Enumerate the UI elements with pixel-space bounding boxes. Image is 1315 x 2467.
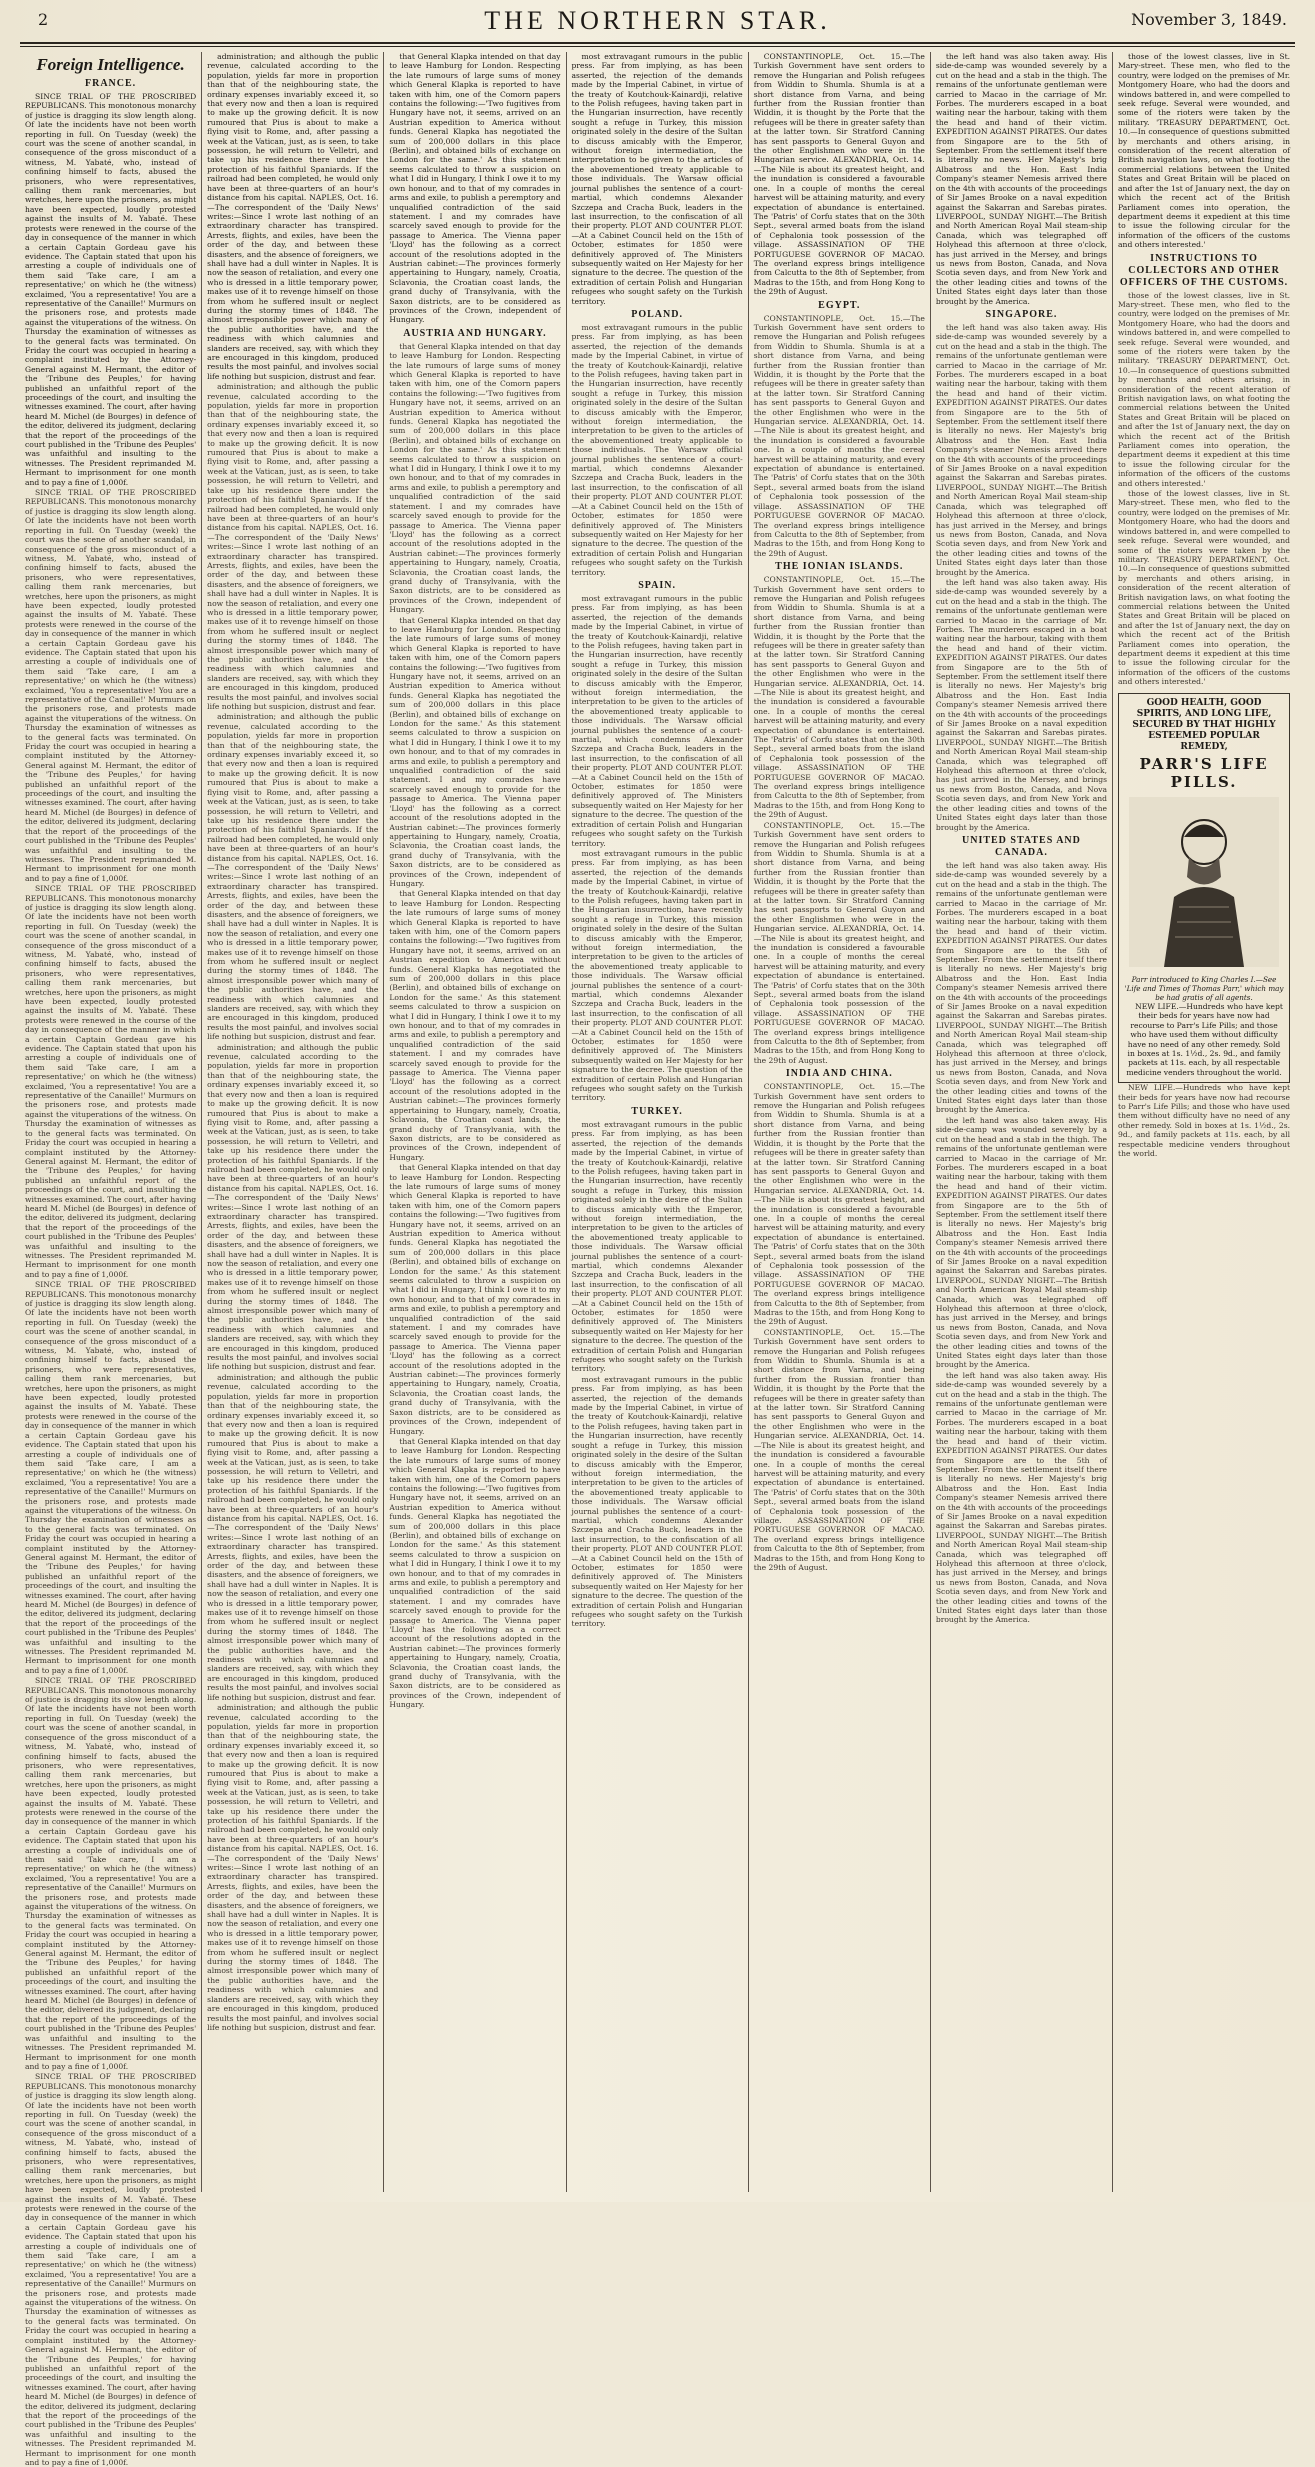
article-text-continued: administration; and although the public revenue, calculated according to the population, yields far more in proportion than that of the neighbouring state, the ordinary expenses invariably exceed it, so that every now and then a loan is required to make up the growing deficit. It is now rumoured that Pius is about to make a flying visit to Rome, and, after passing a week at the Vatican, just, as is seen, to take possession, he will return to Velletri, and take up his residence there under the protection of his faithful Spaniards. If the railroad had been completed, he would only have been at three-quarters of an hour's distance from his capital. NAPLES, Oct. 16.—The correspondent of the 'Daily News' writes:—Since I wrote last nothing of an extraordinary character has transpired. Arrests, flights, and exiles, have been the order of the day, and between these disasters, and the absence of foreigners, we shall have had a dull winter in Naples. It is now the season of retaliation, and every one who is dressed in a little temporary power, makes use of it to revenge himself on those from whom he suffered insult or neglect during the stormy times of 1848. The almost irresponsible power which many of the public authorities have, and the readiness with which calumnies and slanders are received, say, with which they are encouraged in this kingdom, produced results the most painful, and involves social life nothing but suspicion, distrust and fear.	[207, 1703, 379, 2032]
column-4	[567, 52, 749, 2192]
subheading-poland: POLAND.	[631, 308, 683, 320]
subheading-united-states: UNITED STATES AND CANADA.	[962, 834, 1081, 858]
article-text-continued: SINCE TRIAL OF THE PROSCRIBED REPUBLICANS. This monotonous monarchy of justice is dragging its slow length along. Of late the incidents have not been worth reporting in full. On Tuesday (week) the court was the scene of another scandal, in consequence of the gross misconduct of a witness, M. Yabaté, who, instead of confining himself to facts, abused the prisoners, who were representatives, calling them rank mercenaries, but wretches, here upon the prisoners, as might have been expected, loudly protested against the insults of M. Yabaté. These protests were renewed in the course of the day in consequence of the manner in which a certain Captain Gordeau gave his evidence. The Captain stated that upon his arresting a couple of individuals one of them said 'Take care, I am a representative;' on which he (the witness) exclaimed, 'You a representative! You are a representative of the Canaille!' Murmurs on the prisoners rose, and protests made against the vituperations of the witness. On Thursday the examination of witnesses as to the general facts was terminated. On Friday the court was occupied in hearing a complaint instituted by the Attorney-General against M. Hermant, the editor of the 'Tribune des Peuples,' for having published an unfaithful report of the proceedings of the court, and insulting the witnesses examined. The court, after having heard M. Michel (de Bourges) in defence of the editor, delivered its judgment, declaring that the report of the proceedings of the court published in the 'Tribune des Peuples' was unfaithful and insulting to the witnesses. The President reprimanded M. Hermant to imprisonment for one month and to pay a fine of 1,000f.	[25, 884, 197, 1279]
column-1	[20, 52, 202, 2467]
subheading-customs: INSTRUCTIONS TO COLLECTORS AND OTHER OFFICERS OF THE CUSTOMS.	[1119, 252, 1289, 288]
column-5	[749, 52, 931, 2192]
advert-caption: Parr introduced to King Charles I.—See 'Life and Times of Thomas Parr,' which may be had gratis of all agents.	[1124, 975, 1284, 1002]
issue-date: November 3, 1849.	[1131, 10, 1287, 29]
article-text-continued: SINCE TRIAL OF THE PROSCRIBED REPUBLICANS. This monotonous monarchy of justice is dragging its slow length along. Of late the incidents have not been worth reporting in full. On Tuesday (week) the court was the scene of another scandal, in consequence of the gross misconduct of a witness, M. Yabaté, who, instead of confining himself to facts, abused the prisoners, who were representatives, calling them rank mercenaries, but wretches, here upon the prisoners, as might have been expected, loudly protested against the insults of M. Yabaté. These protests were renewed in the course of the day in consequence of the manner in which a certain Captain Gordeau gave his evidence. The Captain stated that upon his arresting a couple of individuals one of them said 'Take care, I am a representative;' on which he (the witness) exclaimed, 'You a representative! You are a representative of the Canaille!' Murmurs on the prisoners rose, and protests made against the vituperations of the witness. On Thursday the examination of witnesses as to the general facts was terminated. On Friday the court was occupied in hearing a complaint instituted by the Attorney-General against M. Hermant, the editor of the 'Tribune des Peuples,' for having published an unfaithful report of the proceedings of the court, and insulting the witnesses examined. The court, after having heard M. Michel (de Bourges) in defence of the editor, delivered its judgment, declaring that the report of the proceedings of the court published in the 'Tribune des Peuples' was unfaithful and insulting to the witnesses. The President reprimanded M. Hermant to imprisonment for one month and to pay a fine of 1,000f.	[25, 2072, 197, 2467]
article-text-continued: that General Klapka intended on that day to leave Hamburg for London. Respecting the late rumours of large sums of money which General Klapka is reported to have taken with him, one of the Comorn papers contains the following:—'Two fugitives from Hungary have not, it seems, arrived on an Austrian expedition to America without funds. General Klapka has negotiated the sum of 200,000 dollars in this place (Berlin), and obtained bills of exchange on London for the same.' As this statement seems calculated to throw a suspicion on what I did in Hungary, I think I owe it to my own honour, and to that of my comrades in arms and exile, to publish a peremptory and unqualified contradiction of the said statement. I and my comrades have scarcely saved enough to provide for the passage to America. The Vienna paper 'Lloyd' has the following as a correct account of the resolutions adopted in the Austrian cabinet:—The provinces formerly appertaining to Hungary, namely, Croatia, Sclavonia, the Croatian coast lands, the grand duchy of Transylvania, with the Saxon districts, are to be considered as provinces of the Crown, independent of Hungary.	[389, 889, 561, 1162]
column-7	[1113, 52, 1295, 2192]
article-text-continued: CONSTANTINOPLE, Oct. 15.—The Turkish Government have sent orders to remove the Hungarian and Polish refugees from Widdin to Shumla. Shumla is at a short distance from Varna, and being further from the Russian frontier than Widdin, it is thought by the Porte that the refugees will be there in greater safety than at the latter town. Sir Stratford Canning has sent passports to General Guyon and the other Englishmen who were in the Hungarian service. ALEXANDRIA, Oct. 14.—The Nile is about its greatest height, and the inundation is considered a favourable one. In a couple of months the cereal harvest will be attaining maturity, and every expectation of abundance is entertained. The 'Patris' of Corfu states that on the 30th Sept., several armed boats from the island of Cephalonia took possession of the village. ASSASSINATION OF THE PORTUGUESE GOVERNOR OF MACAO. The overland express brings intelligence from Calcutta to the 8th of September, from Madras to the 15th, and from Hong Kong to the 29th of August.	[753, 1082, 925, 1327]
column-6	[931, 52, 1113, 2192]
subheading-india-china: INDIA AND CHINA.	[785, 1068, 893, 1080]
article-text-continued: that General Klapka intended on that day to leave Hamburg for London. Respecting the late rumours of large sums of money which General Klapka is reported to have taken with him, one of the Comorn papers contains the following:—'Two fugitives from Hungary have not, it seems, arrived on an Austrian expedition to America without funds. General Klapka has negotiated the sum of 200,000 dollars in this place (Berlin), and obtained bills of exchange on London for the same.' As this statement seems calculated to throw a suspicion on what I did in Hungary, I think I owe it to my own honour, and to that of my comrades in arms and exile, to publish a peremptory and unqualified contradiction of the said statement. I and my comrades have scarcely saved enough to provide for the passage to America. The Vienna paper 'Lloyd' has the following as a correct account of the resolutions adopted in the Austrian cabinet:—The provinces formerly appertaining to Hungary, namely, Croatia, Sclavonia, the Croatian coast lands, the grand duchy of Transylvania, with the Saxon districts, are to be considered as provinces of the Crown, independent of Hungary.	[389, 1436, 561, 1710]
article-text-continued: the left hand was also taken away. His side-de-camp was wounded severely by a cut on the head and a stab in the thigh. The remains of the unfortunate gentleman were carried to Macao in the carriage of Mr. Forbes. The murderers escaped in a boat waiting near the harbour, taking with them the head and hand of their victim. EXPEDITION AGAINST PIRATES. Our dates from Singapore are to the 5th of September. From the settlement itself there is literally no news. Her Majesty's brig Albatross and the Hon. East India Company's steamer Nemesis arrived there on the 4th with accounts of the proceedings of Sir James Brooke on a naval expedition against the Sakarran and Sarebas pirates. LIVERPOOL, SUNDAY NIGHT.—The British and North American Royal Mail steam-ship Canada, which was telegraphed off Holyhead this afternoon at three o'clock, has just arrived in the Mersey, and brings us news from Boston, Canada, and Nova Scotia seven days, and from New York and the other leading cities and towns of the United States eight days later than those brought by the America.	[935, 322, 1108, 577]
column-grid	[20, 52, 1295, 2467]
article-text-continued: CONSTANTINOPLE, Oct. 15.—The Turkish Government have sent orders to remove the Hungarian and Polish refugees from Widdin to Shumla. Shumla is at a short distance from Varna, and being further from the Russian frontier than Widdin, it is thought by the Porte that the refugees will be there in greater safety than at the latter town. Sir Stratford Canning has sent passports to General Guyon and the other Englishmen who were in the Hungarian service. ALEXANDRIA, Oct. 14.—The Nile is about its greatest height, and the inundation is considered a favourable one. In a couple of months the cereal harvest will be attaining maturity, and every expectation of abundance is entertained. The 'Patris' of Corfu states that on the 30th Sept., several armed boats from the island of Cephalonia took possession of the village. ASSASSINATION OF THE PORTUGUESE GOVERNOR OF MACAO. The overland express brings intelligence from Calcutta to the 8th of September, from Madras to the 15th, and from Hong Kong to the 29th of August.	[753, 575, 925, 820]
article-text-continued: the left hand was also taken away. His side-de-camp was wounded severely by a cut on the head and a stab in the thigh. The remains of the unfortunate gentleman were carried to Macao in the carriage of Mr. Forbes. The murderers escaped in a boat waiting near the harbour, taking with them the head and hand of their victim. EXPEDITION AGAINST PIRATES. Our dates from Singapore are to the 5th of September. From the settlement itself there is literally no news. Her Majesty's brig Albatross and the Hon. East India Company's steamer Nemesis arrived there on the 4th with accounts of the proceedings of Sir James Brooke on a naval expedition against the Sakarran and Sarebas pirates. LIVERPOOL, SUNDAY NIGHT.—The British and North American Royal Mail steam-ship Canada, which was telegraphed off Holyhead this afternoon at three o'clock, has just arrived in the Mersey, and brings us news from Boston, Canada, and Nova Scotia seven days, and from New York and the other leading cities and towns of the United States eight days later than those brought by the America.	[935, 1370, 1108, 1625]
article-text-continued: SINCE TRIAL OF THE PROSCRIBED REPUBLICANS. This monotonous monarchy of justice is dragging its slow length along. Of late the incidents have not been worth reporting in full. On Tuesday (week) the court was the scene of another scandal, in consequence of the gross misconduct of a witness, M. Yabaté, who, instead of confining himself to facts, abused the prisoners, who were representatives, calling them rank mercenaries, but wretches, here upon the prisoners, as might have been expected, loudly protested against the insults of M. Yabaté. These protests were renewed in the course of the day in consequence of the manner in which a certain Captain Gordeau gave his evidence. The Captain stated that upon his arresting a couple of individuals one of them said 'Take care, I am a representative;' on which he (the witness) exclaimed, 'You a representative! You are a representative of the Canaille!' Murmurs on the prisoners rose, and protests made against the vituperations of the witness. On Thursday the examination of witnesses as to the general facts was terminated. On Friday the court was occupied in hearing a complaint instituted by the Attorney-General against M. Hermant, the editor of the 'Tribune des Peuples,' for having published an unfaithful report of the proceedings of the court, and insulting the witnesses examined. The court, after having heard M. Michel (de Bourges) in defence of the editor, delivered its judgment, declaring that the report of the proceedings of the court published in the 'Tribune des Peuples' was unfaithful and insulting to the witnesses. The President reprimanded M. Hermant to imprisonment for one month and to pay a fine of 1,000f.	[25, 1676, 197, 2071]
page-number: 2	[38, 10, 49, 29]
subheading-egypt: EGYPT.	[818, 299, 861, 311]
column-2	[202, 52, 384, 2192]
advertisement-parrs-pills	[1118, 693, 1290, 1084]
portrait-engraving-icon	[1129, 797, 1279, 967]
subheading-spain: SPAIN.	[638, 579, 676, 591]
article-text: the left hand was also taken away. His side-de-camp was wounded severely by a cut on the head and a stab in the thigh. The remains of the unfortunate gentleman were carried to Macao in the carriage of Mr. Forbes. The murderers escaped in a boat waiting near the harbour, taking with them the head and hand of their victim. EXPEDITION AGAINST PIRATES. Our dates from Singapore are to the 5th of September. From the settlement itself there is literally no news. Her Majesty's brig Albatross and the Hon. East India Company's steamer Nemesis arrived there on the 4th with accounts of the proceedings of Sir James Brooke on a naval expedition against the Sakarran and Sarebas pirates. LIVERPOOL, SUNDAY NIGHT.—The British and North American Royal Mail steam-ship Canada, which was telegraphed off Holyhead this afternoon at three o'clock, has just arrived in the Mersey, and brings us news from Boston, Canada, and Nova Scotia seven days, and from New York and the other leading cities and towns of the United States eight days later than those brought by the America.	[935, 52, 1108, 306]
article-text: most extravagant rumours in the public press. Far from implying, as has been asserted, the rejection of the demands made by the Imperial Cabinet, in virtue of the treaty of Koutchouk-Kainardji, relative to the Polish refugees, having taken part in the Hungarian insurrection, have recently sought a refuge in Turkey, this mission originated solely in the desire of the Sultan to discuss amicably with the Emperor, without foreign intermediation, the interpretation to be given to the articles of the abovementioned treaty applicable to those individuals. The Warsaw official journal publishes the sentence of a court-martial, which condemns Alexander Szczepa and Cracha Buck, leaders in the last insurrection, to the confiscation of all their property. PLOT AND COUNTER PLOT.—At a Cabinet Council held on the 15th of October, estimates for 1850 were definitively approved of. The Ministers subsequently waited on Her Majesty for her signature to the decree. The question of the extradition of certain Polish and Hungarian refugees who sought safety on the Turkish territory.	[571, 52, 743, 306]
newspaper-title: THE NORTHERN STAR.	[484, 6, 831, 35]
article-text: administration; and although the public revenue, calculated according to the population, yields far more in proportion than that of the neighbouring state, the ordinary expenses invariably exceed it, so that every now and then a loan is required to make up the growing deficit. It is now rumoured that Pius is about to make a flying visit to Rome, and, after passing a week at the Vatican, just, as is seen, to take possession, he will return to Velletri, and take up his residence there under the protection of his faithful Spaniards. If the railroad had been completed, he would only have been at three-quarters of an hour's distance from his capital. NAPLES, Oct. 16.—The correspondent of the 'Daily News' writes:—Since I wrote last nothing of an extraordinary character has transpired. Arrests, flights, and exiles, have been the order of the day, and between these disasters, and the absence of foreigners, we shall have had a dull winter in Naples. It is now the season of retaliation, and every one who is dressed in a little temporary power, makes use of it to revenge himself on those from whom he suffered insult or neglect during the stormy times of 1848. The almost irresponsible power which many of the public authorities have, and the readiness with which calumnies and slanders are received, say, with which they are encouraged in this kingdom, produced results the most painful, and involves social life nothing but suspicion, distrust and fear.	[207, 52, 379, 381]
subheading-turkey: TURKEY.	[631, 1105, 683, 1117]
article-text: SINCE TRIAL OF THE PROSCRIBED REPUBLICANS. This monotonous monarchy of justice is dragging its slow length along. Of late the incidents have not been worth reporting in full. On Tuesday (week) the court was the scene of another scandal, in consequence of the gross misconduct of a witness, M. Yabaté, who, instead of confining himself to facts, abused the prisoners, who were representatives, calling them rank mercenaries, but wretches, here upon the prisoners, as might have been expected, loudly protested against the insults of M. Yabaté. These protests were renewed in the course of the day in consequence of the manner in which a certain Captain Gordeau gave his evidence. The Captain stated that upon his arresting a couple of individuals one of them said 'Take care, I am a representative;' on which he (the witness) exclaimed, 'You a representative! You are a representative of the Canaille!' Murmurs on the prisoners rose, and protests made against the vituperations of the witness. On Thursday the examination of witnesses as to the general facts was terminated. On Friday the court was occupied in hearing a complaint instituted by the Attorney-General against M. Hermant, the editor of the 'Tribune des Peuples,' for having published an unfaithful report of the proceedings of the court, and insulting the witnesses examined. The court, after having heard M. Michel (de Bourges) in defence of the editor, delivered its judgment, declaring that the report of the proceedings of the court published in the 'Tribune des Peuples' was unfaithful and insulting to the witnesses. The President reprimanded M. Hermant to imprisonment for one month and to pay a fine of 1,000f.	[25, 92, 197, 487]
article-text-continued: that General Klapka intended on that day to leave Hamburg for London. Respecting the late rumours of large sums of money which General Klapka is reported to have taken with him, one of the Comorn papers contains the following:—'Two fugitives from Hungary have not, it seems, arrived on an Austrian expedition to America without funds. General Klapka has negotiated the sum of 200,000 dollars in this place (Berlin), and obtained bills of exchange on London for the same.' As this statement seems calculated to throw a suspicion on what I did in Hungary, I think I owe it to my own honour, and to that of my comrades in arms and exile, to publish a peremptory and unqualified contradiction of the said statement. I and my comrades have scarcely saved enough to provide for the passage to America. The Vienna paper 'Lloyd' has the following as a correct account of the resolutions adopted in the Austrian cabinet:—The provinces formerly appertaining to Hungary, namely, Croatia, Sclavonia, the Croatian coast lands, the grand duchy of Transylvania, with the Saxon districts, are to be considered as provinces of the Crown, independent of Hungary.	[389, 615, 561, 888]
article-text-continued: the left hand was also taken away. His side-de-camp was wounded severely by a cut on the head and a stab in the thigh. The remains of the unfortunate gentleman were carried to Macao in the carriage of Mr. Forbes. The murderers escaped in a boat waiting near the harbour, taking with them the head and hand of their victim. EXPEDITION AGAINST PIRATES. Our dates from Singapore are to the 5th of September. From the settlement itself there is literally no news. Her Majesty's brig Albatross and the Hon. East India Company's steamer Nemesis arrived there on the 4th with accounts of the proceedings of Sir James Brooke on a naval expedition against the Sakarran and Sarebas pirates. LIVERPOOL, SUNDAY NIGHT.—The British and North American Royal Mail steam-ship Canada, which was telegraphed off Holyhead this afternoon at three o'clock, has just arrived in the Mersey, and brings us news from Boston, Canada, and Nova Scotia seven days, and from New York and the other leading cities and towns of the United States eight days later than those brought by the America.	[935, 1115, 1108, 1370]
advert-product-name: PARR'S LIFE PILLS.	[1139, 754, 1269, 791]
article-text-continued: the left hand was also taken away. His side-de-camp was wounded severely by a cut on the head and a stab in the thigh. The remains of the unfortunate gentleman were carried to Macao in the carriage of Mr. Forbes. The murderers escaped in a boat waiting near the harbour, taking with them the head and hand of their victim. EXPEDITION AGAINST PIRATES. Our dates from Singapore are to the 5th of September. From the settlement itself there is literally no news. Her Majesty's brig Albatross and the Hon. East India Company's steamer Nemesis arrived there on the 4th with accounts of the proceedings of Sir James Brooke on a naval expedition against the Sakarran and Sarebas pirates. LIVERPOOL, SUNDAY NIGHT.—The British and North American Royal Mail steam-ship Canada, which was telegraphed off Holyhead this afternoon at three o'clock, has just arrived in the Mersey, and brings us news from Boston, Canada, and Nova Scotia seven days, and from New York and the other leading cities and towns of the United States eight days later than those brought by the America.	[935, 577, 1108, 832]
subheading-france: FRANCE.	[85, 78, 137, 89]
article-text-continued: those of the lowest classes, live in St. Mary-street. These men, who fled to the country, were lodged on the premises of Mr. Montgomery Hoare, who had the doors and windows battered in, and were compelled to seek refuge. Several were wounded, and some of the rioters were taken by the military. 'TREASURY DEPARTMENT, Oct. 10.—In consequence of questions submitted by merchants and others arising, in consideration of the recent alteration of British navigation laws, on what footing the commercial relations between the United States and Great Britain will be placed on and after the 1st of January next, the day on which the recent act of the British Parliament comes into operation, the department deems it expedient at this time to issue the following circular for the information of the officers of the customs and others interested.'	[1118, 290, 1291, 488]
subheading-austria: AUSTRIA AND HUNGARY.	[403, 327, 547, 339]
article-text-continued: most extravagant rumours in the public press. Far from implying, as has been asserted, the rejection of the demands made by the Imperial Cabinet, in virtue of the treaty of Koutchouk-Kainardji, relative to the Polish refugees, having taken part in the Hungarian insurrection, have recently sought a refuge in Turkey, this mission originated solely in the desire of the Sultan to discuss amicably with the Emperor, without foreign intermediation, the interpretation to be given to the articles of the abovementioned treaty applicable to those individuals. The Warsaw official journal publishes the sentence of a court-martial, which condemns Alexander Szczepa and Cracha Buck, leaders in the last insurrection, to the confiscation of all their property. PLOT AND COUNTER PLOT.—At a Cabinet Council held on the 15th of October, estimates for 1850 were definitively approved of. The Ministers subsequently waited on Her Majesty for her signature to the decree. The question of the extradition of certain Polish and Hungarian refugees who sought safety on the Turkish territory.	[571, 322, 743, 577]
article-text: those of the lowest classes, live in St. Mary-street. These men, who fled to the country, were lodged on the premises of Mr. Montgomery Hoare, who had the doors and windows battered in, and were compelled to seek refuge. Several were wounded, and some of the rioters were taken by the military. 'TREASURY DEPARTMENT, Oct. 10.—In consequence of questions submitted by merchants and others arising, in consideration of the recent alteration of British navigation laws, on what footing the commercial relations between the United States and Great Britain will be placed on and after the 1st of January next, the day on which the recent act of the British Parliament comes into operation, the department deems it expedient at this time to issue the following circular for the information of the officers of the customs and others interested.'	[1118, 52, 1291, 250]
article-text-continued: that General Klapka intended on that day to leave Hamburg for London. Respecting the late rumours of large sums of money which General Klapka is reported to have taken with him, one of the Comorn papers contains the following:—'Two fugitives from Hungary have not, it seems, arrived on an Austrian expedition to America without funds. General Klapka has negotiated the sum of 200,000 dollars in this place (Berlin), and obtained bills of exchange on London for the same.' As this statement seems calculated to throw a suspicion on what I did in Hungary, I think I owe it to my own honour, and to that of my comrades in arms and exile, to publish a peremptory and unqualified contradiction of the said statement. I and my comrades have scarcely saved enough to provide for the passage to America. The Vienna paper 'Lloyd' has the following as a correct account of the resolutions adopted in the Austrian cabinet:—The provinces formerly appertaining to Hungary, namely, Croatia, Sclavonia, the Croatian coast lands, the grand duchy of Transylvania, with the Saxon districts, are to be considered as provinces of the Crown, independent of Hungary.	[389, 1163, 561, 1436]
subheading-ionian-islands: THE IONIAN ISLANDS.	[775, 561, 904, 573]
article-text: that General Klapka intended on that day to leave Hamburg for London. Respecting the late rumours of large sums of money which General Klapka is reported to have taken with him, one of the Comorn papers contains the following:—'Two fugitives from Hungary have not, it seems, arrived on an Austrian expedition to America without funds. General Klapka has negotiated the sum of 200,000 dollars in this place (Berlin), and obtained bills of exchange on London for the same.' As this statement seems calculated to throw a suspicion on what I did in Hungary, I think I owe it to my own honour, and to that of my comrades in arms and exile, to publish a peremptory and unqualified contradiction of the said statement. I and my comrades have scarcely saved enough to provide for the passage to America. The Vienna paper 'Lloyd' has the following as a correct account of the resolutions adopted in the Austrian cabinet:—The provinces formerly appertaining to Hungary, namely, Croatia, Sclavonia, the Croatian coast lands, the grand duchy of Transylvania, with the Saxon districts, are to be considered as provinces of the Crown, independent of Hungary.	[389, 52, 561, 325]
advert-headline: GOOD HEALTH, GOOD SPIRITS, AND LONG LIFE, SECURED BY THAT HIGHLY ESTEEMED POPULAR REMEDY,	[1132, 697, 1276, 752]
article-text-continued: CONSTANTINOPLE, Oct. 15.—The Turkish Government have sent orders to remove the Hungarian and Polish refugees from Widdin to Shumla. Shumla is at a short distance from Varna, and being further from the Russian frontier than Widdin, it is thought by the Porte that the refugees will be there in greater safety than at the latter town. Sir Stratford Canning has sent passports to General Guyon and the other Englishmen who were in the Hungarian service. ALEXANDRIA, Oct. 14.—The Nile is about its greatest height, and the inundation is considered a favourable one. In a couple of months the cereal harvest will be attaining maturity, and every expectation of abundance is entertained. The 'Patris' of Corfu states that on the 30th Sept., several armed boats from the island of Cephalonia took possession of the village. ASSASSINATION OF THE PORTUGUESE GOVERNOR OF MACAO. The overland express brings intelligence from Calcutta to the 8th of September, from Madras to the 15th, and from Hong Kong to the 29th of August.	[753, 313, 925, 558]
article-text-continued: SINCE TRIAL OF THE PROSCRIBED REPUBLICANS. This monotonous monarchy of justice is dragging its slow length along. Of late the incidents have not been worth reporting in full. On Tuesday (week) the court was the scene of another scandal, in consequence of the gross misconduct of a witness, M. Yabaté, who, instead of confining himself to facts, abused the prisoners, who were representatives, calling them rank mercenaries, but wretches, here upon the prisoners, as might have been expected, loudly protested against the insults of M. Yabaté. These protests were renewed in the course of the day in consequence of the manner in which a certain Captain Gordeau gave his evidence. The Captain stated that upon his arresting a couple of individuals one of them said 'Take care, I am a representative;' on which he (the witness) exclaimed, 'You a representative! You are a representative of the Canaille!' Murmurs on the prisoners rose, and protests made against the vituperations of the witness. On Thursday the examination of witnesses as to the general facts was terminated. On Friday the court was occupied in hearing a complaint instituted by the Attorney-General against M. Hermant, the editor of the 'Tribune des Peuples,' for having published an unfaithful report of the proceedings of the court, and insulting the witnesses examined. The court, after having heard M. Michel (de Bourges) in defence of the editor, delivered its judgment, declaring that the report of the proceedings of the court published in the 'Tribune des Peuples' was unfaithful and insulting to the witnesses. The President reprimanded M. Hermant to imprisonment for one month and to pay a fine of 1,000f.	[25, 1280, 197, 1675]
article-text-continued: those of the lowest classes, live in St. Mary-street. These men, who fled to the country, were lodged on the premises of Mr. Montgomery Hoare, who had the doors and windows battered in, and were compelled to seek refuge. Several were wounded, and some of the rioters were taken by the military. 'TREASURY DEPARTMENT, Oct. 10.—In consequence of questions submitted by merchants and others arising, in consideration of the recent alteration of British navigation laws, on what footing the commercial relations between the United States and Great Britain will be placed on and after the 1st of January next, the day on which the recent act of the British Parliament comes into operation, the department deems it expedient at this time to issue the following circular for the information of the officers of the customs and others interested.'	[1118, 489, 1291, 687]
subheading-singapore: SINGAPORE.	[985, 308, 1058, 320]
masthead-rule	[20, 42, 1295, 44]
article-text-continued: the left hand was also taken away. His side-de-camp was wounded severely by a cut on the head and a stab in the thigh. The remains of the unfortunate gentleman were carried to Macao in the carriage of Mr. Forbes. The murderers escaped in a boat waiting near the harbour, taking with them the head and hand of their victim. EXPEDITION AGAINST PIRATES. Our dates from Singapore are to the 5th of September. From the settlement itself there is literally no news. Her Majesty's brig Albatross and the Hon. East India Company's steamer Nemesis arrived there on the 4th with accounts of the proceedings of Sir James Brooke on a naval expedition against the Sakarran and Sarebas pirates. LIVERPOOL, SUNDAY NIGHT.—The British and North American Royal Mail steam-ship Canada, which was telegraphed off Holyhead this afternoon at three o'clock, has just arrived in the Mersey, and brings us news from Boston, Canada, and Nova Scotia seven days, and from New York and the other leading cities and towns of the United States eight days later than those brought by the America.	[935, 860, 1108, 1115]
article-text-continued: NEW LIFE.—Hundreds who have kept their beds for years have now had recourse to Parr's Life Pills; and those who have used them without difficulty have no need of any other remedy. Sold in boxes at 1s. 1½d., 2s. 9d., and family packets at 11s. each, by all respectable medicine venders throughout the world.	[1118, 1083, 1291, 1159]
article-text-continued: administration; and although the public revenue, calculated according to the population, yields far more in proportion than that of the neighbouring state, the ordinary expenses invariably exceed it, so that every now and then a loan is required to make up the growing deficit. It is now rumoured that Pius is about to make a flying visit to Rome, and, after passing a week at the Vatican, just, as is seen, to take possession, he will return to Velletri, and take up his residence there under the protection of his faithful Spaniards. If the railroad had been completed, he would only have been at three-quarters of an hour's distance from his capital. NAPLES, Oct. 16.—The correspondent of the 'Daily News' writes:—Since I wrote last nothing of an extraordinary character has transpired. Arrests, flights, and exiles, have been the order of the day, and between these disasters, and the absence of foreigners, we shall have had a dull winter in Naples. It is now the season of retaliation, and every one who is dressed in a little temporary power, makes use of it to revenge himself on those from whom he suffered insult or neglect during the stormy times of 1848. The almost irresponsible power which many of the public authorities have, and the readiness with which calumnies and slanders are received, say, with which they are encouraged in this kingdom, produced results the most painful, and involves social life nothing but suspicion, distrust and fear.	[207, 382, 379, 712]
masthead	[0, 0, 1315, 48]
article-text-continued: most extravagant rumours in the public press. Far from implying, as has been asserted, the rejection of the demands made by the Imperial Cabinet, in virtue of the treaty of Koutchouk-Kainardji, relative to the Polish refugees, having taken part in the Hungarian insurrection, have recently sought a refuge in Turkey, this mission originated solely in the desire of the Sultan to discuss amicably with the Emperor, without foreign intermediation, the interpretation to be given to the articles of the abovementioned treaty applicable to those individuals. The Warsaw official journal publishes the sentence of a court-martial, which condemns Alexander Szczepa and Cracha Buck, leaders in the last insurrection, to the confiscation of all their property. PLOT AND COUNTER PLOT.—At a Cabinet Council held on the 15th of October, estimates for 1850 were definitively approved of. The Ministers subsequently waited on Her Majesty for her signature to the decree. The question of the extradition of certain Polish and Hungarian refugees who sought safety on the Turkish territory.	[571, 593, 743, 848]
section-heading: Foreign Intelligence.	[36, 55, 185, 74]
article-text-continued: most extravagant rumours in the public press. Far from implying, as has been asserted, the rejection of the demands made by the Imperial Cabinet, in virtue of the treaty of Koutchouk-Kainardji, relative to the Polish refugees, having taken part in the Hungarian insurrection, have recently sought a refuge in Turkey, this mission originated solely in the desire of the Sultan to discuss amicably with the Emperor, without foreign intermediation, the interpretation to be given to the articles of the abovementioned treaty applicable to those individuals. The Warsaw official journal publishes the sentence of a court-martial, which condemns Alexander Szczepa and Cracha Buck, leaders in the last insurrection, to the confiscation of all their property. PLOT AND COUNTER PLOT.—At a Cabinet Council held on the 15th of October, estimates for 1850 were definitively approved of. The Ministers subsequently waited on Her Majesty for her signature to the decree. The question of the extradition of certain Polish and Hungarian refugees who sought safety on the Turkish territory.	[571, 1119, 743, 1374]
article-text-continued: administration; and although the public revenue, calculated according to the population, yields far more in proportion than that of the neighbouring state, the ordinary expenses invariably exceed it, so that every now and then a loan is required to make up the growing deficit. It is now rumoured that Pius is about to make a flying visit to Rome, and, after passing a week at the Vatican, just, as is seen, to take possession, he will return to Velletri, and take up his residence there under the protection of his faithful Spaniards. If the railroad had been completed, he would only have been at three-quarters of an hour's distance from his capital. NAPLES, Oct. 16.—The correspondent of the 'Daily News' writes:—Since I wrote last nothing of an extraordinary character has transpired. Arrests, flights, and exiles, have been the order of the day, and between these disasters, and the absence of foreigners, we shall have had a dull winter in Naples. It is now the season of retaliation, and every one who is dressed in a little temporary power, makes use of it to revenge himself on those from whom he suffered insult or neglect during the stormy times of 1848. The almost irresponsible power which many of the public authorities have, and the readiness with which calumnies and slanders are received, say, with which they are encouraged in this kingdom, produced results the most painful, and involves social life nothing but suspicion, distrust and fear.	[207, 1042, 379, 1372]
column-3	[384, 52, 566, 2192]
article-text-continued: administration; and although the public revenue, calculated according to the population, yields far more in proportion than that of the neighbouring state, the ordinary expenses invariably exceed it, so that every now and then a loan is required to make up the growing deficit. It is now rumoured that Pius is about to make a flying visit to Rome, and, after passing a week at the Vatican, just, as is seen, to take possession, he will return to Velletri, and take up his residence there under the protection of his faithful Spaniards. If the railroad had been completed, he would only have been at three-quarters of an hour's distance from his capital. NAPLES, Oct. 16.—The correspondent of the 'Daily News' writes:—Since I wrote last nothing of an extraordinary character has transpired. Arrests, flights, and exiles, have been the order of the day, and between these disasters, and the absence of foreigners, we shall have had a dull winter in Naples. It is now the season of retaliation, and every one who is dressed in a little temporary power, makes use of it to revenge himself on those from whom he suffered insult or neglect during the stormy times of 1848. The almost irresponsible power which many of the public authorities have, and the readiness with which calumnies and slanders are received, say, with which they are encouraged in this kingdom, produced results the most painful, and involves social life nothing but suspicion, distrust and fear.	[207, 712, 379, 1042]
article-text-continued: most extravagant rumours in the public press. Far from implying, as has been asserted, the rejection of the demands made by the Imperial Cabinet, in virtue of the treaty of Koutchouk-Kainardji, relative to the Polish refugees, having taken part in the Hungarian insurrection, have recently sought a refuge in Turkey, this mission originated solely in the desire of the Sultan to discuss amicably with the Emperor, without foreign intermediation, the interpretation to be given to the articles of the abovementioned treaty applicable to those individuals. The Warsaw official journal publishes the sentence of a court-martial, which condemns Alexander Szczepa and Cracha Buck, leaders in the last insurrection, to the confiscation of all their property. PLOT AND COUNTER PLOT.—At a Cabinet Council held on the 15th of October, estimates for 1850 were definitively approved of. The Ministers subsequently waited on Her Majesty for her signature to the decree. The question of the extradition of certain Polish and Hungarian refugees who sought safety on the Turkish territory.	[571, 1374, 743, 1629]
article-text: CONSTANTINOPLE, Oct. 15.—The Turkish Government have sent orders to remove the Hungarian and Polish refugees from Widdin to Shumla. Shumla is at a short distance from Varna, and being further from the Russian frontier than Widdin, it is thought by the Porte that the refugees will be there in greater safety than at the latter town. Sir Stratford Canning has sent passports to General Guyon and the other Englishmen who were in the Hungarian service. ALEXANDRIA, Oct. 14.—The Nile is about its greatest height, and the inundation is considered a favourable one. In a couple of months the cereal harvest will be attaining maturity, and every expectation of abundance is entertained. The 'Patris' of Corfu states that on the 30th Sept., several armed boats from the island of Cephalonia took possession of the village. ASSASSINATION OF THE PORTUGUESE GOVERNOR OF MACAO. The overland express brings intelligence from Calcutta to the 8th of September, from Madras to the 15th, and from Hong Kong to the 29th of August.	[753, 52, 925, 297]
article-text-continued: SINCE TRIAL OF THE PROSCRIBED REPUBLICANS. This monotonous monarchy of justice is dragging its slow length along. Of late the incidents have not been worth reporting in full. On Tuesday (week) the court was the scene of another scandal, in consequence of the gross misconduct of a witness, M. Yabaté, who, instead of confining himself to facts, abused the prisoners, who were representatives, calling them rank mercenaries, but wretches, here upon the prisoners, as might have been expected, loudly protested against the insults of M. Yabaté. These protests were renewed in the course of the day in consequence of the manner in which a certain Captain Gordeau gave his evidence. The Captain stated that upon his arresting a couple of individuals one of them said 'Take care, I am a representative;' on which he (the witness) exclaimed, 'You a representative! You are a representative of the Canaille!' Murmurs on the prisoners rose, and protests made against the vituperations of the witness. On Thursday the examination of witnesses as to the general facts was terminated. On Friday the court was occupied in hearing a complaint instituted by the Attorney-General against M. Hermant, the editor of the 'Tribune des Peuples,' for having published an unfaithful report of the proceedings of the court, and insulting the witnesses examined. The court, after having heard M. Michel (de Bourges) in defence of the editor, delivered its judgment, declaring that the report of the proceedings of the court published in the 'Tribune des Peuples' was unfaithful and insulting to the witnesses. The President reprimanded M. Hermant to imprisonment for one month and to pay a fine of 1,000f.	[25, 488, 197, 883]
article-text-continued: CONSTANTINOPLE, Oct. 15.—The Turkish Government have sent orders to remove the Hungarian and Polish refugees from Widdin to Shumla. Shumla is at a short distance from Varna, and being further from the Russian frontier than Widdin, it is thought by the Porte that the refugees will be there in greater safety than at the latter town. Sir Stratford Canning has sent passports to General Guyon and the other Englishmen who were in the Hungarian service. ALEXANDRIA, Oct. 14.—The Nile is about its greatest height, and the inundation is considered a favourable one. In a couple of months the cereal harvest will be attaining maturity, and every expectation of abundance is entertained. The 'Patris' of Corfu states that on the 30th Sept., several armed boats from the island of Cephalonia took possession of the village. ASSASSINATION OF THE PORTUGUESE GOVERNOR OF MACAO. The overland express brings intelligence from Calcutta to the 8th of September, from Madras to the 15th, and from Hong Kong to the 29th of August.	[753, 1327, 925, 1572]
article-text-continued: administration; and although the public revenue, calculated according to the population, yields far more in proportion than that of the neighbouring state, the ordinary expenses invariably exceed it, so that every now and then a loan is required to make up the growing deficit. It is now rumoured that Pius is about to make a flying visit to Rome, and, after passing a week at the Vatican, just, as is seen, to take possession, he will return to Velletri, and take up his residence there under the protection of his faithful Spaniards. If the railroad had been completed, he would only have been at three-quarters of an hour's distance from his capital. NAPLES, Oct. 16.—The correspondent of the 'Daily News' writes:—Since I wrote last nothing of an extraordinary character has transpired. Arrests, flights, and exiles, have been the order of the day, and between these disasters, and the absence of foreigners, we shall have had a dull winter in Naples. It is now the season of retaliation, and every one who is dressed in a little temporary power, makes use of it to revenge himself on those from whom he suffered insult or neglect during the stormy times of 1848. The almost irresponsible power which many of the public authorities have, and the readiness with which calumnies and slanders are received, say, with which they are encouraged in this kingdom, produced results the most painful, and involves social life nothing but suspicion, distrust and fear.	[207, 1372, 379, 1702]
article-text-continued: CONSTANTINOPLE, Oct. 15.—The Turkish Government have sent orders to remove the Hungarian and Polish refugees from Widdin to Shumla. Shumla is at a short distance from Varna, and being further from the Russian frontier than Widdin, it is thought by the Porte that the refugees will be there in greater safety than at the latter town. Sir Stratford Canning has sent passports to General Guyon and the other Englishmen who were in the Hungarian service. ALEXANDRIA, Oct. 14.—The Nile is about its greatest height, and the inundation is considered a favourable one. In a couple of months the cereal harvest will be attaining maturity, and every expectation of abundance is entertained. The 'Patris' of Corfu states that on the 30th Sept., several armed boats from the island of Cephalonia took possession of the village. ASSASSINATION OF THE PORTUGUESE GOVERNOR OF MACAO. The overland express brings intelligence from Calcutta to the 8th of September, from Madras to the 15th, and from Hong Kong to the 29th of August.	[753, 820, 925, 1065]
article-text-continued: most extravagant rumours in the public press. Far from implying, as has been asserted, the rejection of the demands made by the Imperial Cabinet, in virtue of the treaty of Koutchouk-Kainardji, relative to the Polish refugees, having taken part in the Hungarian insurrection, have recently sought a refuge in Turkey, this mission originated solely in the desire of the Sultan to discuss amicably with the Emperor, without foreign intermediation, the interpretation to be given to the articles of the abovementioned treaty applicable to those individuals. The Warsaw official journal publishes the sentence of a court-martial, which condemns Alexander Szczepa and Cracha Buck, leaders in the last insurrection, to the confiscation of all their property. PLOT AND COUNTER PLOT.—At a Cabinet Council held on the 15th of October, estimates for 1850 were definitively approved of. The Ministers subsequently waited on Her Majesty for her signature to the decree. The question of the extradition of certain Polish and Hungarian refugees who sought safety on the Turkish territory.	[571, 848, 743, 1103]
article-text-continued: that General Klapka intended on that day to leave Hamburg for London. Respecting the late rumours of large sums of money which General Klapka is reported to have taken with him, one of the Comorn papers contains the following:—'Two fugitives from Hungary have not, it seems, arrived on an Austrian expedition to America without funds. General Klapka has negotiated the sum of 200,000 dollars in this place (Berlin), and obtained bills of exchange on London for the same.' As this statement seems calculated to throw a suspicion on what I did in Hungary, I think I owe it to my own honour, and to that of my comrades in arms and exile, to publish a peremptory and unqualified contradiction of the said statement. I and my comrades have scarcely saved enough to provide for the passage to America. The Vienna paper 'Lloyd' has the following as a correct account of the resolutions adopted in the Austrian cabinet:—The provinces formerly appertaining to Hungary, namely, Croatia, Sclavonia, the Croatian coast lands, the grand duchy of Transylvania, with the Saxon districts, are to be considered as provinces of the Crown, independent of Hungary.	[389, 341, 561, 615]
masthead-rule-thin	[20, 46, 1295, 47]
advert-body: NEW LIFE.—Hundreds who have kept their beds for years have now had recourse to Parr's Life Pills; and those who have used them without difficulty have no need of any other remedy. Sold in boxes at 1s. 1½d., 2s. 9d., and family packets at 11s. each, by all respectable medicine venders throughout the world.	[1126, 1002, 1283, 1077]
